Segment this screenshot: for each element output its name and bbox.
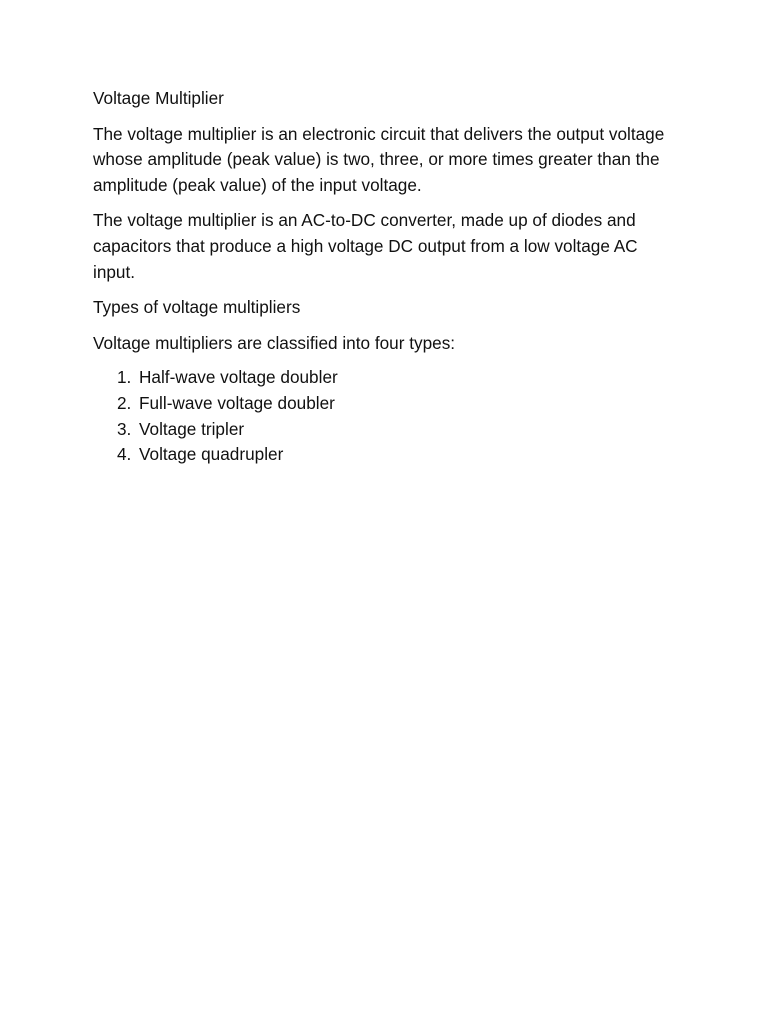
list-item [93,365,683,391]
list-item-number: 2. [117,392,132,413]
list-item-text: Voltage tripler [139,418,245,439]
document-body [93,86,683,468]
list-item-number: 3. [117,418,132,439]
paragraph-definition: The voltage multiplier is an electronic circuit that delivers the output voltage whose amplitude (peak value) is two, three, or more times greater than the amplitude (peak value) of the input voltage. [93,123,665,195]
list-item [93,442,683,468]
list-item-text: Full-wave voltage doubler [139,392,335,413]
list-item [93,391,683,417]
list-item-text: Half-wave voltage doubler [139,367,338,388]
section-heading-types: Types of voltage multipliers [93,297,301,318]
paragraph-converter: The voltage multiplier is an AC-to-DC converter, made up of diodes and capacitors that produce a high voltage DC output from a low voltage AC input. [93,210,638,282]
list-item-number: 4. [117,444,132,465]
list-item [93,417,683,443]
list-intro: Voltage multipliers are classified into four types: [93,332,456,353]
document-title: Voltage Multiplier [93,88,224,108]
list-item-text: Voltage quadrupler [139,444,284,465]
list-item-number: 1. [117,367,132,388]
types-list [93,365,683,467]
